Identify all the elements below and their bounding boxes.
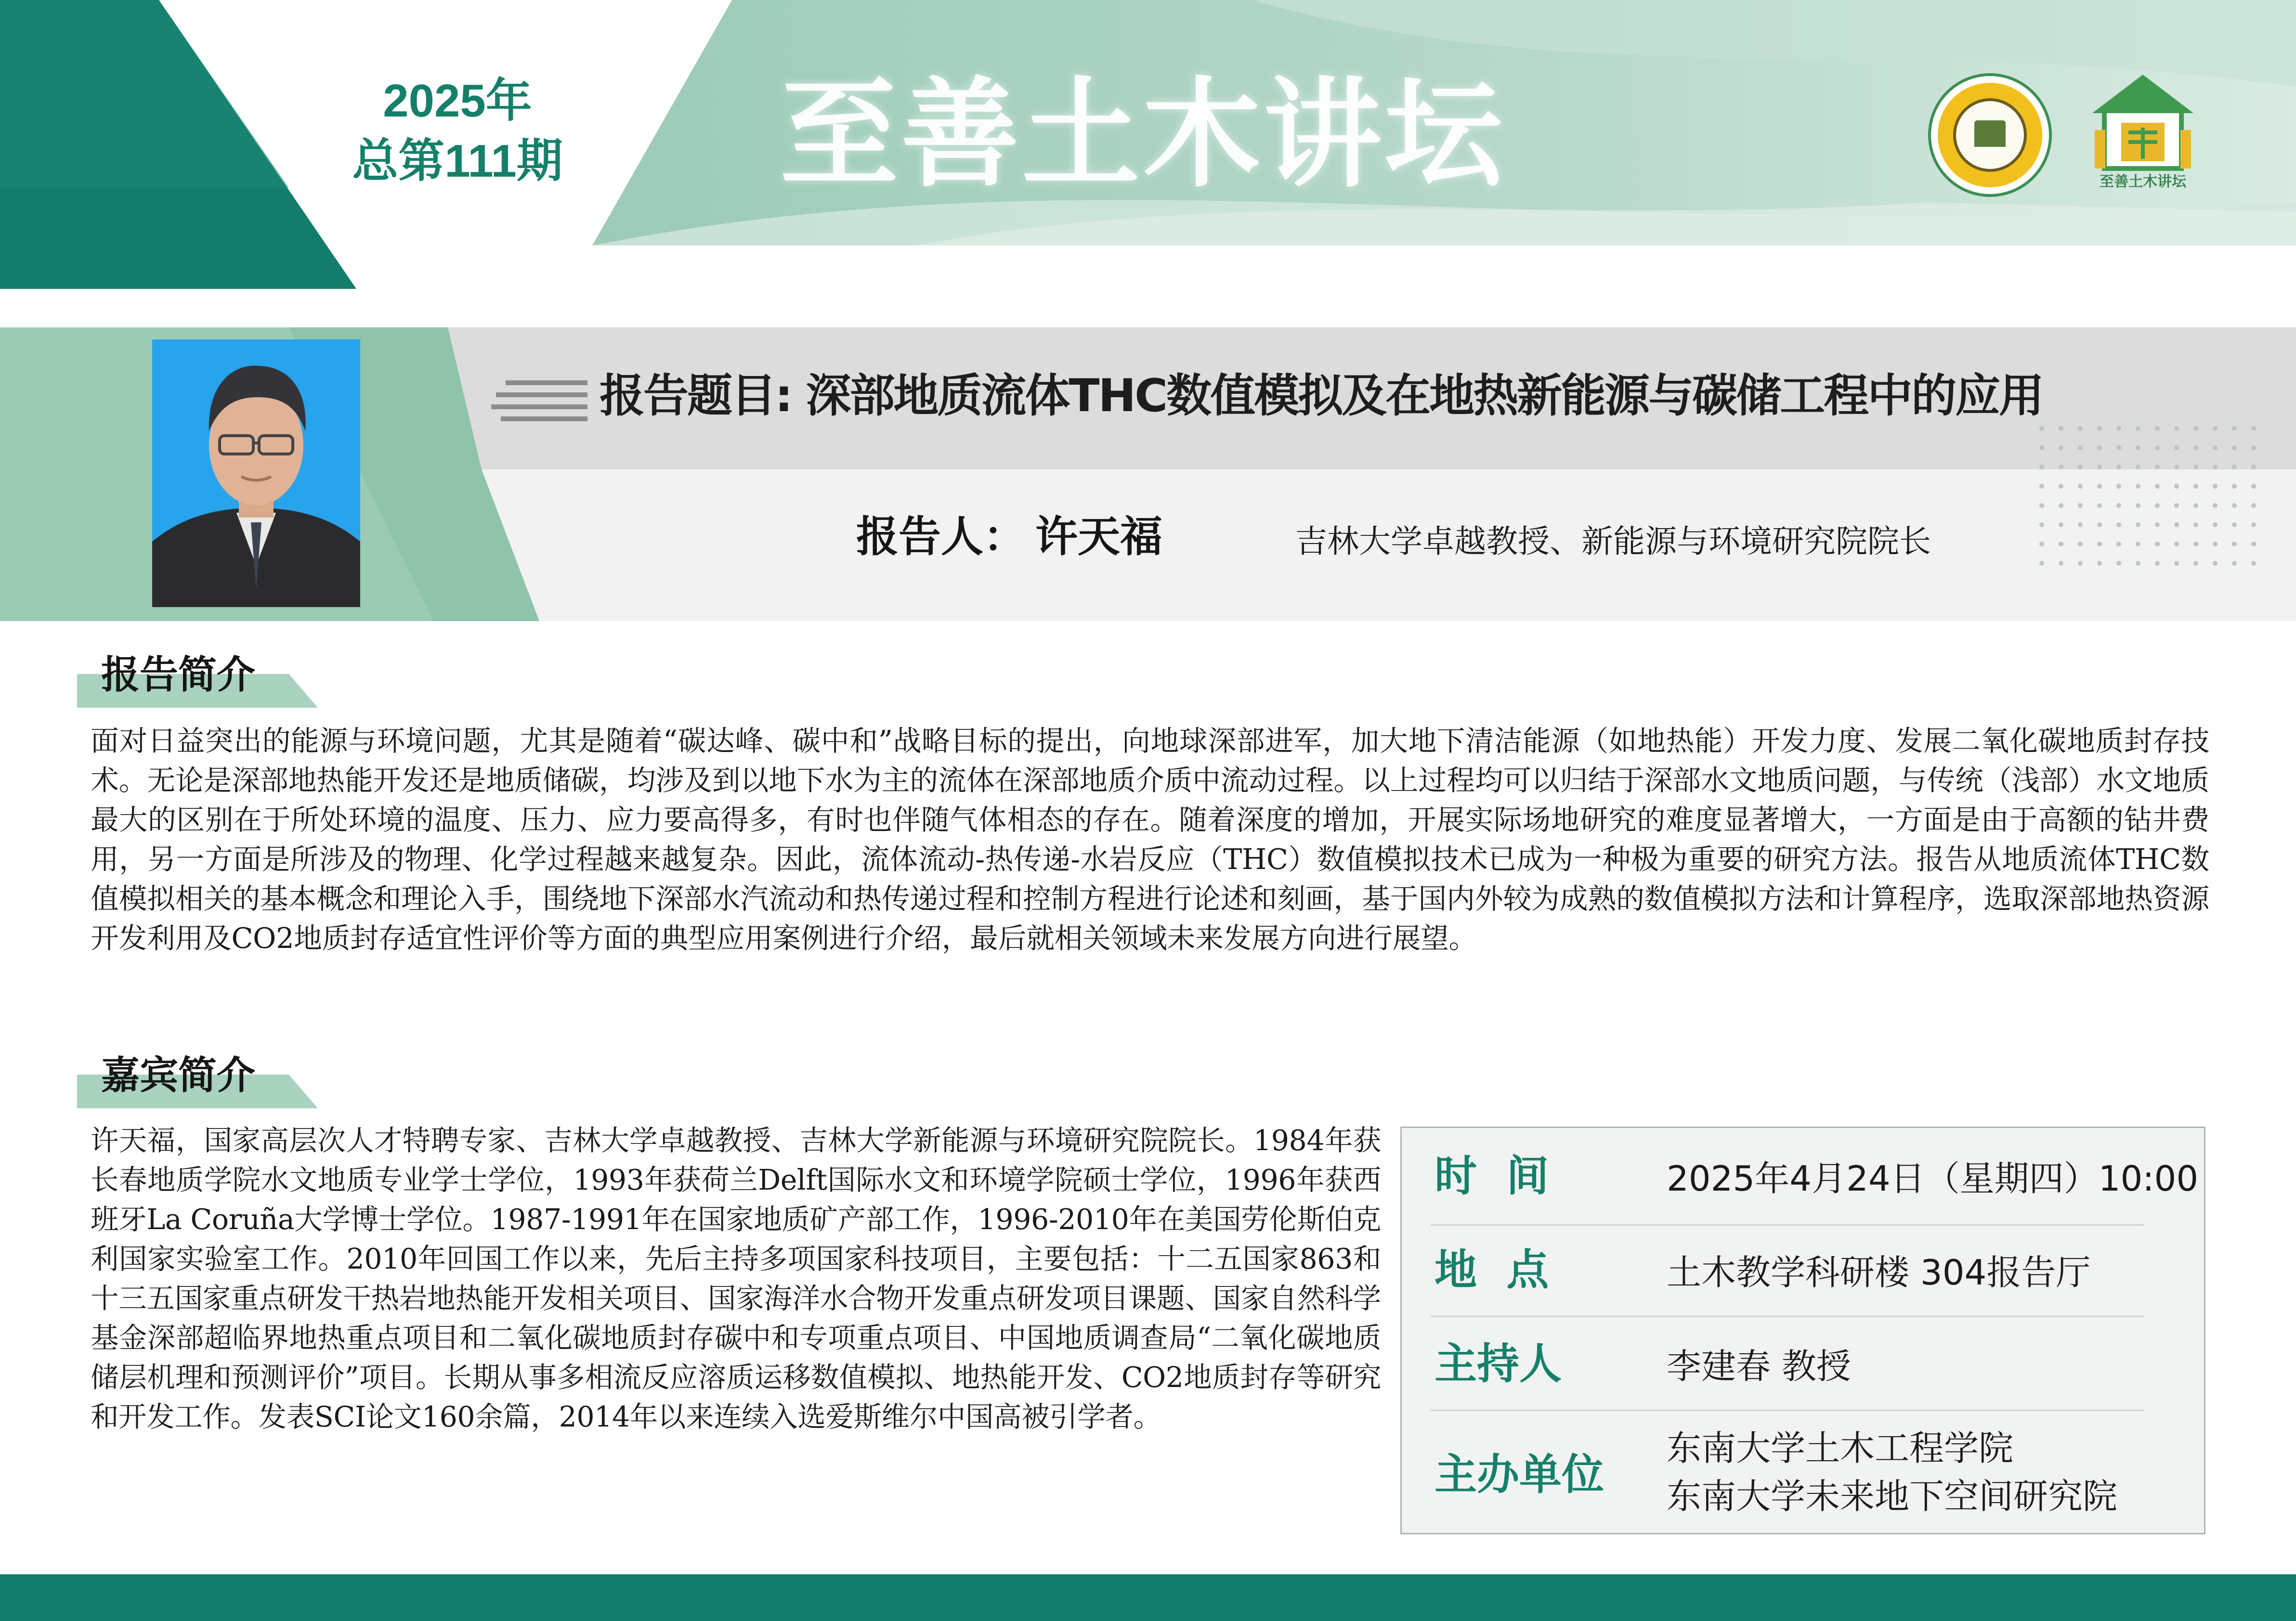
forum-title: 至善土木讲坛: [780, 66, 1505, 203]
speaker-name: 许天福: [1035, 512, 1163, 561]
issue-year: 2025年: [383, 75, 532, 127]
issue-number: 总第111期: [352, 135, 563, 187]
intro-paragraph: 面对日益突出的能源与环境问题，尤其是随着“碳达峰、碳中和”战略目标的提出，向地球深部进军，加大地下清洁能源（如地热能）开发力度、发展二氧化碳地质封存技术。无论是深部地热能开发还是地质储碳，均涉及到以地下水为主的流体在深部地质介质中流动过程。以上过程均可以归结于深部水文地质问题，与传统（浅部）水文地质最大的区别在于所处环境的温度、压力、应力要高得多，有时也伴随气体相态的存在。随着深度的增加，开展实际场地研究的难度显著增大，一方面是由于高额的钻井费用，另一方面是所涉及的物理、化学过程越来越复杂。因此，流体流动-热传递-水岩反应（THC）数值模拟技术已成为一种极为重要的研究方法。报告从地质流体THC数值模拟相关的基本概念和理论入手，围绕地下深部水汽流动和热传递过程和控制方程进行论述和刻画，基于国内外较为成熟的数值模拟方法和计算程序，选取深部地热资源开发利用及CO2地质封存适宜性评价等方面的典型应用案例进行介绍，最后就相关领域未来发展方向进行展望。: [91, 724, 2209, 955]
time-label: 时 间: [1435, 1151, 1549, 1201]
place-value: 土木教学科研楼 304报告厅: [1667, 1252, 2091, 1293]
speaker-photo: [152, 339, 360, 607]
university-emblem-icon: [1931, 76, 2049, 194]
section-title-intro: 报告简介: [101, 652, 255, 697]
speaker-affiliation: 吉林大学卓越教授、新能源与环境研究院院长: [1295, 523, 1931, 560]
speaker-label: 报告人：: [856, 512, 1026, 561]
guest-paragraph: 许天福，国家高层次人才特聘专家、吉林大学卓越教授、吉林大学新能源与环境研究院院长。1984年获长春地质学院水文地质专业学士学位，1993年获荷兰Delft国际水文和环境学院硕士学位，1996年获西班牙La Coruña大学博士学位。1987-1991年在国家地质矿产部工作，1996-2010年在美国劳伦斯伯克利国家实验室工作。2010年回国工作以来，先后主持多项国家科技项目，主要包括：十二五国家863和十三五国家重点研发干热岩地热能开发相关项目、国家海洋水合物开发重点研发项目课题、国家自然科学基金深部超临界地热重点项目和二氧化碳地质封存碳中和专项重点项目、中国地质调查局“二氧化碳地质储层机理和预测评价”项目。长期从事多相流反应溶质运移数值模拟、地热能开发、CO2地质封存等研究和开发工作。发表SCI论文160余篇，2014年以来连续入选爱斯维尔中国高被引学者。: [91, 1124, 1381, 1433]
organizer-line-1: 东南大学土木工程学院: [1667, 1428, 2014, 1468]
title-lines-icon: [491, 380, 587, 424]
info-divider: [1431, 1316, 2144, 1317]
info-divider: [1431, 1410, 2144, 1411]
report-title: 报告题目: 深部地质流体THC数值模拟及在地热新能源与碳储工程中的应用: [600, 370, 2043, 422]
place-label: 地 点: [1435, 1245, 1549, 1295]
section-title-guest: 嘉宾简介: [101, 1053, 255, 1098]
host-value: 李建春 教授: [1667, 1346, 1851, 1387]
time-value: 2025年4月24日（星期四）10:00: [1667, 1158, 2199, 1199]
organizer-line-2: 东南大学未来地下空间研究院: [1667, 1476, 2118, 1517]
info-divider: [1431, 1224, 2144, 1226]
host-label: 主持人: [1435, 1339, 1562, 1388]
footer-bar: [0, 1574, 2296, 1621]
event-info-box: [1400, 1127, 2205, 1534]
organizer-label: 主办单位: [1435, 1450, 1605, 1499]
dot-grid-decoration: [2037, 424, 2263, 616]
forum-logo-caption: 至善土木讲坛: [2100, 173, 2186, 190]
